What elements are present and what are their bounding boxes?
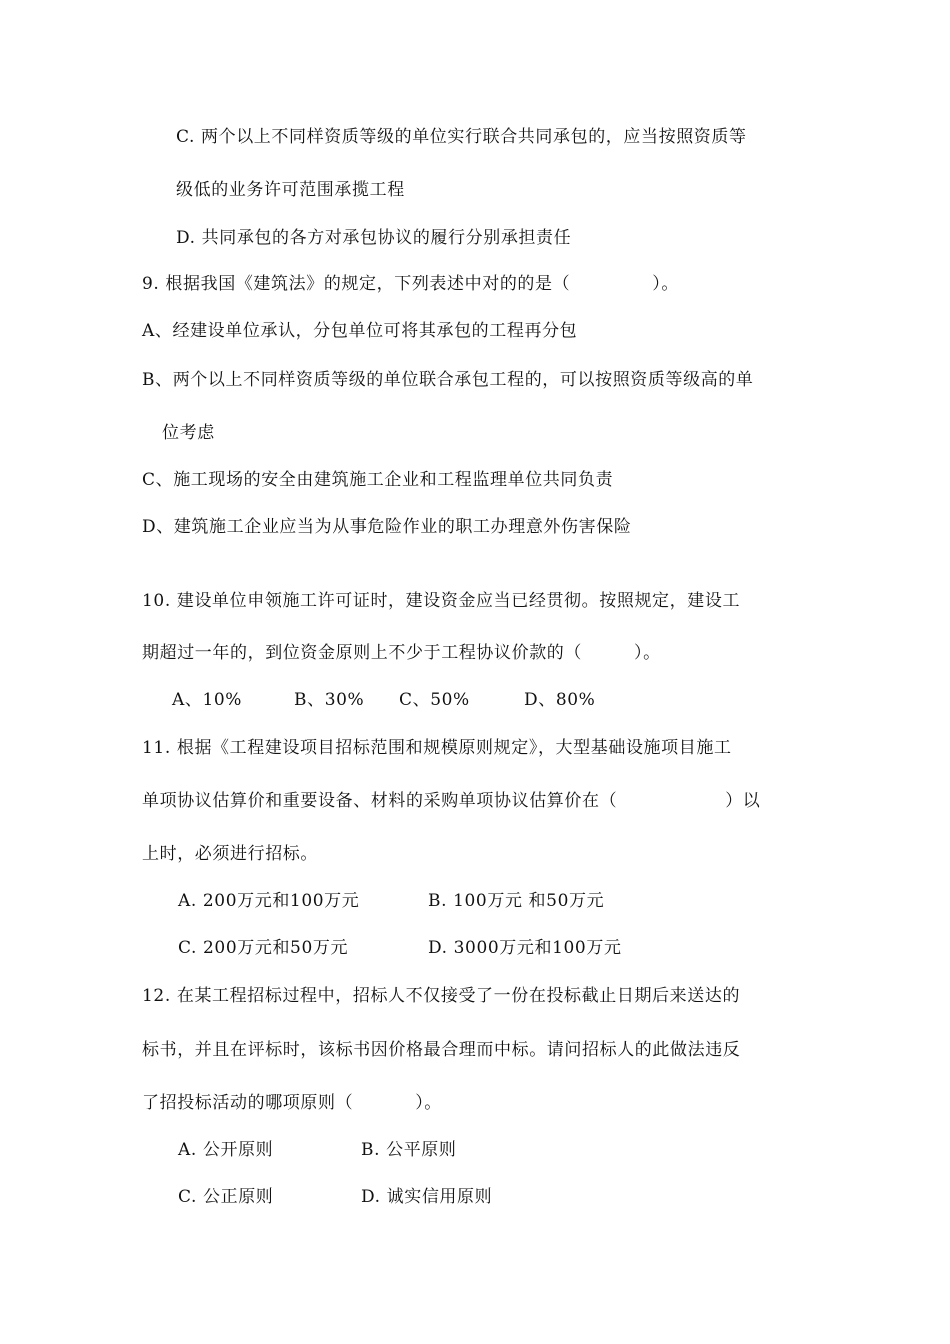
q11-option-a: A. 200万元和100万元 xyxy=(178,891,360,911)
q11-option-c: C. 200万元和50万元 xyxy=(178,938,349,958)
q9-stem xyxy=(142,273,679,295)
q9-stem-end: ）。 xyxy=(652,274,679,294)
q12-option-b: B. 公平原则 xyxy=(361,1140,457,1160)
q11-stem-line3: 上时，必须进行招标。 xyxy=(142,844,318,864)
q9-option-c: C、施工现场的安全由建筑施工企业和工程监理单位共同负责 xyxy=(142,470,614,490)
q12-stem-line1: 12. 在某工程招标过程中，招标人不仅接受了一份在投标截止日期后来送达的 xyxy=(142,986,741,1006)
q10-stem-line1: 10. 建设单位申领施工许可证时，建设资金应当已经贯彻。按照规定，建设工 xyxy=(142,591,741,611)
q10-option-d: D、80% xyxy=(524,690,596,710)
q9-stem-text: 9. 根据我国《建筑法》的规定，下列表述中对的的是（ xyxy=(142,274,571,294)
q12-stem-line2: 标书，并且在评标时，该标书因价格最合理而中标。请问招标人的此做法违反 xyxy=(142,1040,741,1060)
q10-stem-text: 期超过一年的，到位资金原则上不少于工程协议价款的（ xyxy=(142,643,582,663)
q10-stem-line2 xyxy=(142,642,661,664)
q11-stem-line2 xyxy=(142,790,760,812)
q9-option-b-line2: 位考虑 xyxy=(162,423,215,443)
q9-option-d: D、建筑施工企业应当为从事危险作业的职工办理意外伤害保险 xyxy=(142,517,632,537)
q12-stem-end: ）。 xyxy=(415,1093,442,1113)
q11-option-d: D. 3000万元和100万元 xyxy=(428,938,622,958)
q12-option-a: A. 公开原则 xyxy=(178,1140,274,1160)
q9-option-a: A、经建设单位承认，分包单位可将其承包的工程再分包 xyxy=(142,321,578,341)
q8-option-c-line1: C. 两个以上不同样资质等级的单位实行联合共同承包的，应当按照资质等 xyxy=(176,127,747,147)
q12-option-d: D. 诚实信用原则 xyxy=(361,1187,493,1207)
q11-stem-line1: 11. 根据《工程建设项目招标范围和规模原则规定》，大型基础设施项目施工 xyxy=(142,738,732,758)
q11-option-b: B. 100万元 和50万元 xyxy=(428,891,605,911)
q9-option-b-line1: B、两个以上不同样资质等级的单位联合承包工程的，可以按照资质等级高的单 xyxy=(142,370,754,390)
q10-option-a: A、10% xyxy=(172,690,243,710)
q10-stem-end: ）。 xyxy=(634,643,661,663)
q12-stem-line3 xyxy=(142,1092,442,1114)
q10-option-b: B、30% xyxy=(294,690,365,710)
q12-stem-text: 了招投标活动的哪项原则（ xyxy=(142,1093,354,1113)
q8-option-d: D. 共同承包的各方对承包协议的履行分别承担责任 xyxy=(176,228,572,248)
q11-stem-end: ）以 xyxy=(725,791,761,811)
q11-stem-text: 单项协议估算价和重要设备、材料的采购单项协议估算价在（ xyxy=(142,791,618,811)
q12-option-c: C. 公正原则 xyxy=(178,1187,274,1207)
q8-option-c-line2: 级低的业务许可范围承揽工程 xyxy=(176,180,405,200)
q10-option-c: C、50% xyxy=(399,690,470,710)
